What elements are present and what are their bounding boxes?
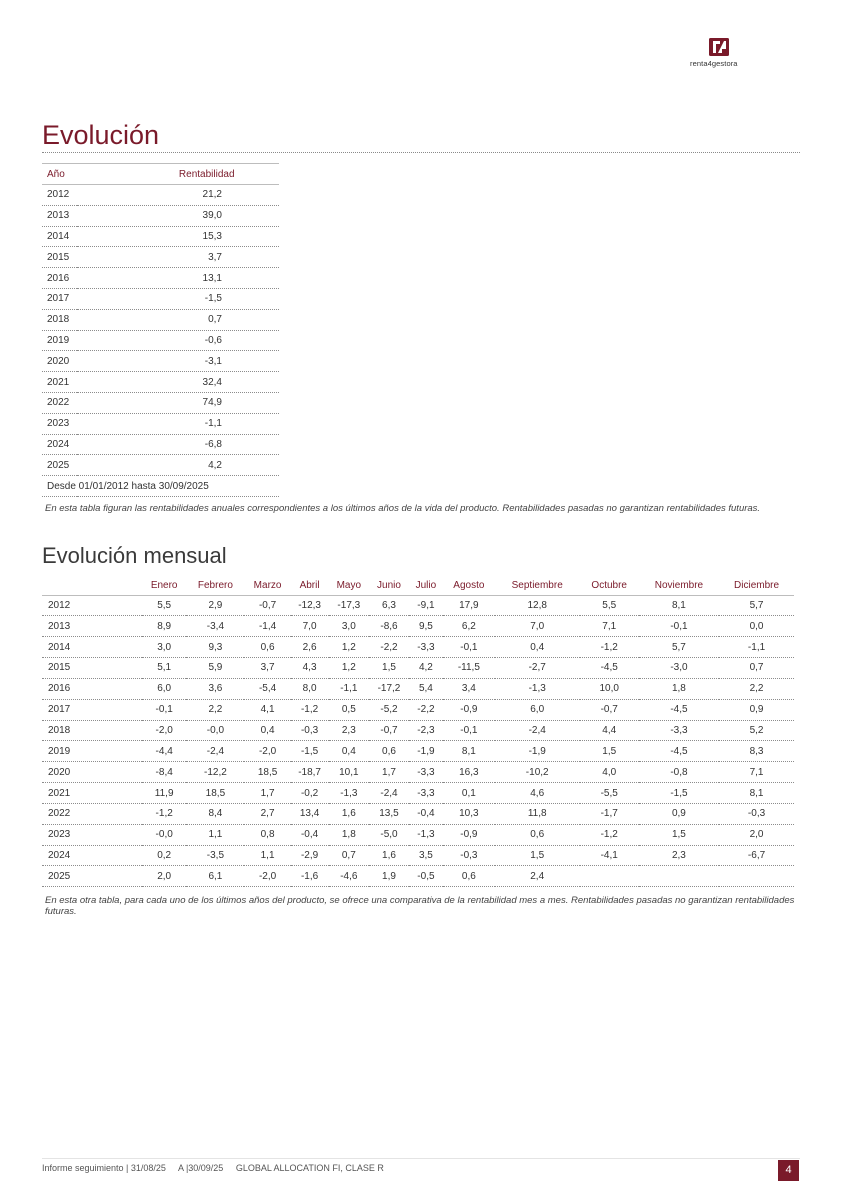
month-return-cell: 11,9 xyxy=(142,783,186,804)
table-row xyxy=(42,309,279,330)
month-return-cell: 0,7 xyxy=(329,845,370,866)
table-row xyxy=(42,595,794,616)
month-return-cell: 0,9 xyxy=(639,803,719,824)
month-return-cell: -0,9 xyxy=(443,824,495,845)
month-return-cell: 2,2 xyxy=(186,699,244,720)
brand-name: renta4gestora xyxy=(690,59,738,68)
year-cell: 2019 xyxy=(42,330,77,351)
month-return-cell: 1,2 xyxy=(329,658,370,679)
month-return-cell: -0,3 xyxy=(291,720,329,741)
month-return-cell: 2,9 xyxy=(186,595,244,616)
return-cell: 0,7 xyxy=(77,309,279,330)
month-return-cell: 5,1 xyxy=(142,658,186,679)
annual-section-title: Evolución xyxy=(42,120,160,150)
return-cell: -6,8 xyxy=(77,434,279,455)
month-return-cell: -9,1 xyxy=(409,595,443,616)
table-row xyxy=(42,434,279,455)
month-header: Noviembre xyxy=(639,576,719,595)
month-return-cell: -0,2 xyxy=(291,783,329,804)
month-return-cell: 2,3 xyxy=(329,720,370,741)
month-return-cell: -2,4 xyxy=(495,720,580,741)
table-row xyxy=(42,351,279,372)
month-return-cell: -1,4 xyxy=(244,616,290,637)
month-return-cell: -3,4 xyxy=(186,616,244,637)
table-row xyxy=(42,247,279,268)
month-header: Mayo xyxy=(329,576,370,595)
return-cell: 39,0 xyxy=(77,205,279,226)
month-return-cell: -2,4 xyxy=(369,783,409,804)
header-return: Rentabilidad xyxy=(77,164,279,185)
table-row xyxy=(42,658,794,679)
month-return-cell: -1,1 xyxy=(329,678,370,699)
month-return-cell: 3,7 xyxy=(244,658,290,679)
month-return-cell: 1,2 xyxy=(329,637,370,658)
monthly-table-body xyxy=(42,595,794,887)
table-row xyxy=(42,783,794,804)
month-return-cell: 16,3 xyxy=(443,762,495,783)
month-return-cell: 4,1 xyxy=(244,699,290,720)
month-return-cell: 13,4 xyxy=(291,803,329,824)
month-return-cell: 0,6 xyxy=(244,637,290,658)
month-return-cell: -3,5 xyxy=(186,845,244,866)
month-return-cell: 13,5 xyxy=(369,803,409,824)
month-return-cell: -1,2 xyxy=(142,803,186,824)
month-return-cell: 7,1 xyxy=(719,762,794,783)
page-footer xyxy=(42,1163,394,1173)
month-return-cell: -1,5 xyxy=(639,783,719,804)
month-return-cell xyxy=(580,866,639,887)
month-return-cell: 1,8 xyxy=(639,678,719,699)
month-return-cell: -0,9 xyxy=(443,699,495,720)
table-row xyxy=(42,330,279,351)
month-return-cell: -17,3 xyxy=(329,595,370,616)
month-return-cell: 0,1 xyxy=(443,783,495,804)
month-return-cell: 0,4 xyxy=(329,741,370,762)
month-return-cell: -2,2 xyxy=(369,637,409,658)
year-cell: 2016 xyxy=(42,678,142,699)
month-return-cell: -3,3 xyxy=(409,762,443,783)
month-return-cell: 8,9 xyxy=(142,616,186,637)
year-cell: 2025 xyxy=(42,455,77,476)
month-return-cell: -1,6 xyxy=(291,866,329,887)
month-return-cell: 7,1 xyxy=(580,616,639,637)
table-row xyxy=(42,824,794,845)
month-return-cell: 1,5 xyxy=(495,845,580,866)
header-year: Año xyxy=(42,164,77,185)
month-return-cell: -1,2 xyxy=(580,637,639,658)
year-cell: 2012 xyxy=(42,595,142,616)
month-return-cell: -3,3 xyxy=(409,783,443,804)
title-divider xyxy=(42,152,800,153)
year-cell: 2013 xyxy=(42,616,142,637)
annual-table-body xyxy=(42,185,279,476)
month-return-cell: 0,6 xyxy=(443,866,495,887)
return-cell: 21,2 xyxy=(77,185,279,206)
table-row xyxy=(42,455,279,476)
month-return-cell: 8,1 xyxy=(639,595,719,616)
table-row xyxy=(42,185,279,206)
month-return-cell: -4,6 xyxy=(329,866,370,887)
month-return-cell: 0,6 xyxy=(495,824,580,845)
month-return-cell: 2,0 xyxy=(142,866,186,887)
month-return-cell: -12,3 xyxy=(291,595,329,616)
month-return-cell: -5,0 xyxy=(369,824,409,845)
month-return-cell: -4,1 xyxy=(580,845,639,866)
month-return-cell: 5,9 xyxy=(186,658,244,679)
logo-mark-icon xyxy=(709,38,729,56)
month-return-cell: 1,1 xyxy=(244,845,290,866)
table-header-row xyxy=(42,576,794,595)
month-return-cell: 0,9 xyxy=(719,699,794,720)
month-return-cell: 1,7 xyxy=(369,762,409,783)
month-return-cell: 5,5 xyxy=(142,595,186,616)
month-return-cell: -1,9 xyxy=(495,741,580,762)
month-return-cell: 5,2 xyxy=(719,720,794,741)
month-return-cell: 8,1 xyxy=(443,741,495,762)
month-return-cell: -0,3 xyxy=(443,845,495,866)
year-cell: 2022 xyxy=(42,803,142,824)
month-return-cell: -2,0 xyxy=(244,741,290,762)
month-return-cell: -0,5 xyxy=(409,866,443,887)
table-row xyxy=(42,372,279,393)
month-return-cell: 0,6 xyxy=(369,741,409,762)
year-cell: 2018 xyxy=(42,309,77,330)
table-row xyxy=(42,678,794,699)
month-return-cell: -2,3 xyxy=(409,720,443,741)
month-return-cell: -2,2 xyxy=(409,699,443,720)
year-cell: 2017 xyxy=(42,699,142,720)
table-row xyxy=(42,205,279,226)
month-return-cell: -0,0 xyxy=(142,824,186,845)
month-return-cell: -8,6 xyxy=(369,616,409,637)
annual-table-note: En esta tabla figuran las rentabilidades anuales correspondientes a los últimos años de la vida del producto. Rentabilidades pasadas no garantizan rentabilidades futuras. xyxy=(45,503,761,514)
month-return-cell: -2,0 xyxy=(142,720,186,741)
monthly-section-title: Evolución mensual xyxy=(42,543,227,568)
month-return-cell: -2,7 xyxy=(495,658,580,679)
month-return-cell: -1,2 xyxy=(580,824,639,845)
return-cell: -0,6 xyxy=(77,330,279,351)
month-return-cell: 6,3 xyxy=(369,595,409,616)
annual-returns-table xyxy=(42,163,279,497)
month-return-cell: -1,3 xyxy=(409,824,443,845)
return-cell: 4,2 xyxy=(77,455,279,476)
year-cell: 2018 xyxy=(42,720,142,741)
month-return-cell: -1,3 xyxy=(329,783,370,804)
monthly-returns-table xyxy=(42,576,794,887)
month-return-cell: -8,4 xyxy=(142,762,186,783)
month-return-cell: -0,7 xyxy=(580,699,639,720)
return-cell: -3,1 xyxy=(77,351,279,372)
month-return-cell: 11,8 xyxy=(495,803,580,824)
month-return-cell: -3,3 xyxy=(639,720,719,741)
month-return-cell: 18,5 xyxy=(186,783,244,804)
month-return-cell: 2,0 xyxy=(719,824,794,845)
table-header-row xyxy=(42,164,279,185)
month-return-cell xyxy=(639,866,719,887)
year-cell: 2015 xyxy=(42,247,77,268)
month-return-cell: -10,2 xyxy=(495,762,580,783)
year-cell: 2016 xyxy=(42,268,77,289)
year-cell: 2014 xyxy=(42,637,142,658)
year-cell: 2024 xyxy=(42,845,142,866)
month-return-cell: -4,4 xyxy=(142,741,186,762)
table-row xyxy=(42,637,794,658)
month-return-cell: 2,6 xyxy=(291,637,329,658)
month-return-cell: -5,5 xyxy=(580,783,639,804)
month-return-cell: -2,9 xyxy=(291,845,329,866)
year-cell: 2021 xyxy=(42,372,77,393)
month-return-cell: 1,8 xyxy=(329,824,370,845)
month-return-cell: 0,4 xyxy=(244,720,290,741)
footer-report: Informe seguimiento | 31/08/25 xyxy=(42,1163,166,1173)
page-number: 4 xyxy=(778,1160,799,1181)
table-row xyxy=(42,803,794,824)
month-return-cell: 6,0 xyxy=(142,678,186,699)
month-return-cell: -0,1 xyxy=(443,720,495,741)
month-return-cell: 5,5 xyxy=(580,595,639,616)
return-cell: -1,1 xyxy=(77,413,279,434)
month-return-cell: -6,7 xyxy=(719,845,794,866)
month-header: Febrero xyxy=(186,576,244,595)
month-return-cell: 1,6 xyxy=(369,845,409,866)
month-return-cell: 3,5 xyxy=(409,845,443,866)
table-footer-row xyxy=(42,476,279,497)
month-return-cell: 12,8 xyxy=(495,595,580,616)
month-return-cell: 2,2 xyxy=(719,678,794,699)
month-return-cell: 2,3 xyxy=(639,845,719,866)
month-return-cell: 6,1 xyxy=(186,866,244,887)
month-return-cell xyxy=(719,866,794,887)
month-return-cell: -1,7 xyxy=(580,803,639,824)
month-return-cell: -1,9 xyxy=(409,741,443,762)
month-return-cell: 10,3 xyxy=(443,803,495,824)
month-return-cell: 4,4 xyxy=(580,720,639,741)
table-row xyxy=(42,720,794,741)
month-return-cell: -12,2 xyxy=(186,762,244,783)
month-return-cell: 2,7 xyxy=(244,803,290,824)
month-return-cell: 9,5 xyxy=(409,616,443,637)
table-row xyxy=(42,616,794,637)
month-return-cell: -1,5 xyxy=(291,741,329,762)
month-header: Enero xyxy=(142,576,186,595)
month-return-cell: 3,6 xyxy=(186,678,244,699)
table-row xyxy=(42,413,279,434)
header-year-blank xyxy=(42,576,142,595)
table-row xyxy=(42,762,794,783)
month-return-cell: 4,3 xyxy=(291,658,329,679)
month-header: Abril xyxy=(291,576,329,595)
year-cell: 2022 xyxy=(42,392,77,413)
month-return-cell: 4,6 xyxy=(495,783,580,804)
month-return-cell: 7,0 xyxy=(291,616,329,637)
month-return-cell: 0,2 xyxy=(142,845,186,866)
month-return-cell: 6,0 xyxy=(495,699,580,720)
month-return-cell: 8,1 xyxy=(719,783,794,804)
month-return-cell: -0,7 xyxy=(369,720,409,741)
month-header: Septiembre xyxy=(495,576,580,595)
month-return-cell: 4,2 xyxy=(409,658,443,679)
month-return-cell: -2,0 xyxy=(244,866,290,887)
month-return-cell: 2,4 xyxy=(495,866,580,887)
year-cell: 2020 xyxy=(42,762,142,783)
month-return-cell: 10,0 xyxy=(580,678,639,699)
year-cell: 2023 xyxy=(42,413,77,434)
month-return-cell: -17,2 xyxy=(369,678,409,699)
table-row xyxy=(42,741,794,762)
year-cell: 2017 xyxy=(42,288,77,309)
month-return-cell: 1,5 xyxy=(369,658,409,679)
month-return-cell: 9,3 xyxy=(186,637,244,658)
month-return-cell: -0,7 xyxy=(244,595,290,616)
month-return-cell: 3,4 xyxy=(443,678,495,699)
month-return-cell: 1,5 xyxy=(639,824,719,845)
year-cell: 2020 xyxy=(42,351,77,372)
footer-divider xyxy=(42,1158,800,1159)
footer-fund-name: GLOBAL ALLOCATION FI, CLASE R xyxy=(235,1163,384,1173)
month-return-cell: -4,5 xyxy=(580,658,639,679)
month-return-cell: -0,8 xyxy=(639,762,719,783)
return-cell: 13,1 xyxy=(77,268,279,289)
month-return-cell: 17,9 xyxy=(443,595,495,616)
table-row xyxy=(42,392,279,413)
month-header: Junio xyxy=(369,576,409,595)
month-return-cell: 0,0 xyxy=(719,616,794,637)
month-return-cell: -18,7 xyxy=(291,762,329,783)
year-cell: 2013 xyxy=(42,205,77,226)
return-cell: 32,4 xyxy=(77,372,279,393)
year-cell: 2025 xyxy=(42,866,142,887)
month-return-cell: -3,0 xyxy=(639,658,719,679)
month-return-cell: 5,7 xyxy=(719,595,794,616)
table-row xyxy=(42,288,279,309)
month-return-cell: 1,6 xyxy=(329,803,370,824)
month-return-cell: 1,9 xyxy=(369,866,409,887)
month-header: Diciembre xyxy=(719,576,794,595)
month-return-cell: 1,5 xyxy=(580,741,639,762)
year-cell: 2015 xyxy=(42,658,142,679)
date-range-label: Desde 01/01/2012 hasta 30/09/2025 xyxy=(42,476,279,497)
month-return-cell: 3,0 xyxy=(329,616,370,637)
table-row xyxy=(42,268,279,289)
month-return-cell: -0,1 xyxy=(142,699,186,720)
month-return-cell: -0,4 xyxy=(409,803,443,824)
month-header: Julio xyxy=(409,576,443,595)
month-return-cell: 7,0 xyxy=(495,616,580,637)
month-return-cell: -1,2 xyxy=(291,699,329,720)
table-row xyxy=(42,845,794,866)
month-header: Agosto xyxy=(443,576,495,595)
month-return-cell: -11,5 xyxy=(443,658,495,679)
brand-logo xyxy=(690,38,750,70)
month-return-cell: 4,0 xyxy=(580,762,639,783)
month-return-cell: 0,8 xyxy=(244,824,290,845)
month-header: Marzo xyxy=(244,576,290,595)
month-return-cell: 0,5 xyxy=(329,699,370,720)
month-return-cell: -5,4 xyxy=(244,678,290,699)
month-return-cell: 1,1 xyxy=(186,824,244,845)
year-cell: 2014 xyxy=(42,226,77,247)
year-cell: 2019 xyxy=(42,741,142,762)
month-return-cell: 3,0 xyxy=(142,637,186,658)
return-cell: 74,9 xyxy=(77,392,279,413)
month-return-cell: -0,1 xyxy=(443,637,495,658)
year-cell: 2021 xyxy=(42,783,142,804)
return-cell: 3,7 xyxy=(77,247,279,268)
month-return-cell: 5,7 xyxy=(639,637,719,658)
month-return-cell: 0,7 xyxy=(719,658,794,679)
month-header: Octubre xyxy=(580,576,639,595)
month-return-cell: -1,1 xyxy=(719,637,794,658)
year-cell: 2012 xyxy=(42,185,77,206)
month-return-cell: -0,1 xyxy=(639,616,719,637)
month-return-cell: 18,5 xyxy=(244,762,290,783)
month-return-cell: 6,2 xyxy=(443,616,495,637)
month-return-cell: -5,2 xyxy=(369,699,409,720)
table-row xyxy=(42,226,279,247)
month-return-cell: -0,0 xyxy=(186,720,244,741)
return-cell: 15,3 xyxy=(77,226,279,247)
month-return-cell: 8,3 xyxy=(719,741,794,762)
monthly-table-note: En esta otra tabla, para cada uno de los últimos años del producto, se ofrece una comparativa de la rentabilidad mes a mes. Rentabilidades pasadas no garantizan rentabilidades futuras. xyxy=(45,895,795,917)
month-return-cell: 8,0 xyxy=(291,678,329,699)
month-return-cell: 0,4 xyxy=(495,637,580,658)
month-return-cell: -0,4 xyxy=(291,824,329,845)
month-return-cell: -1,3 xyxy=(495,678,580,699)
footer-date: A |30/09/25 xyxy=(177,1163,224,1173)
table-row xyxy=(42,699,794,720)
table-row xyxy=(42,866,794,887)
month-return-cell: -2,4 xyxy=(186,741,244,762)
year-cell: 2023 xyxy=(42,824,142,845)
month-return-cell: 1,7 xyxy=(244,783,290,804)
month-return-cell: -3,3 xyxy=(409,637,443,658)
month-return-cell: -4,5 xyxy=(639,741,719,762)
month-return-cell: 5,4 xyxy=(409,678,443,699)
month-return-cell: 10,1 xyxy=(329,762,370,783)
return-cell: -1,5 xyxy=(77,288,279,309)
year-cell: 2024 xyxy=(42,434,77,455)
month-return-cell: 8,4 xyxy=(186,803,244,824)
month-return-cell: -0,3 xyxy=(719,803,794,824)
month-return-cell: -4,5 xyxy=(639,699,719,720)
